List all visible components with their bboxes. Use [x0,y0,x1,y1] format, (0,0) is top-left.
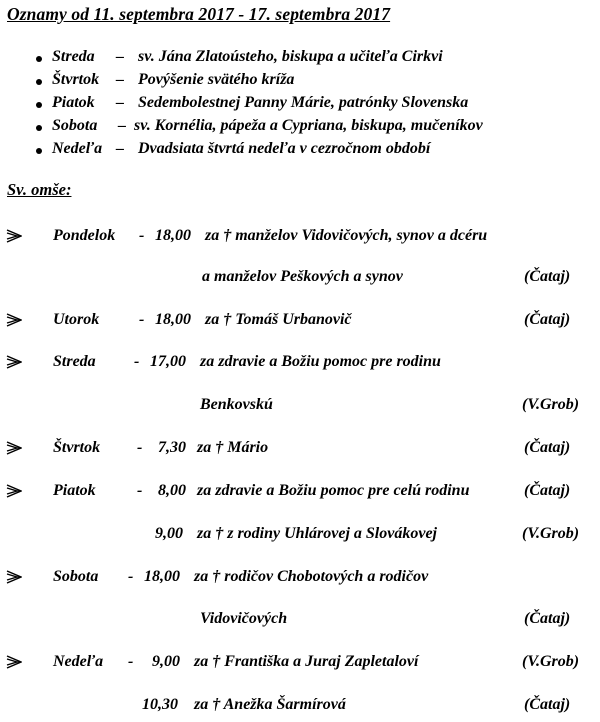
page-title: Oznamy od 11. septembra 2017 - 17. septembra 2017 [7,4,391,24]
mass-day: Sobota [53,568,99,585]
feast-text: sv. Kornélia, pápeža a Cypriana, biskupa, mučeníkov [134,117,483,134]
mass-day: Streda [53,353,96,370]
mass-dash: - [128,568,134,585]
feast-text: sv. Jána Zlatoústeho, biskupa a učiteľa Cirkvi [138,48,443,65]
mass-day: Piatok [53,482,96,499]
feast-text: Povýšenie svätého kríža [138,71,295,88]
mass-intention: za zdravie a Božiu pomoc pre rodinu [200,353,441,370]
bullet-icon [36,79,42,85]
mass-time: 9,00 [152,653,180,670]
mass-day: Utorok [53,311,100,328]
mass-intention: Vidovičových [200,610,288,627]
feast-dash: – [118,117,126,134]
feast-day: Štvrtok [52,71,100,88]
mass-intention: a manželov Peškových a synov [202,268,403,285]
feast-text: Sedembolestnej Panny Márie, patrónky Slovenska [138,94,469,111]
feast-text: Dvadsiata štvrtá nedeľa v cezročnom období [138,140,431,157]
mass-day: Štvrtok [53,439,101,456]
arrow-bullet-icon [6,441,22,455]
mass-dash: - [137,439,143,456]
mass-intention: za † Mário [197,439,269,456]
bullet-icon [36,102,42,108]
mass-place: (Čataj) [524,311,571,328]
bullet-icon [36,56,42,62]
mass-intention: za zdravie a Božiu pomoc pre celú rodinu [197,482,470,499]
arrow-bullet-icon [6,484,22,498]
mass-day: Pondelok [53,227,116,244]
mass-time: 10,30 [142,696,178,713]
mass-dash: - [137,482,143,499]
mass-place: (Čataj) [524,439,571,456]
mass-place: (V.Grob) [522,525,580,542]
mass-dash: - [128,653,134,670]
mass-dash: - [139,227,145,244]
feast-day: Nedeľa [52,140,103,157]
mass-time: 17,00 [150,353,186,370]
mass-time: 18,00 [155,227,191,244]
arrow-bullet-icon [6,313,22,327]
feast-dash: – [116,140,124,157]
feast-day: Piatok [52,94,95,111]
mass-intention: za † Tomáš Urbanovič [205,311,352,328]
arrow-bullet-icon [6,570,22,584]
mass-dash: - [139,311,145,328]
arrow-bullet-icon [6,355,22,369]
mass-place: (Čataj) [524,696,571,713]
mass-intention: Benkovskú [200,396,273,413]
mass-time: 7,30 [158,439,186,456]
mass-intention: za † z rodiny Uhlárovej a Slovákovej [197,525,437,542]
mass-intention: za † Anežka Šarmírová [194,696,346,713]
mass-intention: za † manželov Vidovičových, synov a dcéru [205,227,488,244]
mass-time: 18,00 [144,568,180,585]
masses-heading: Sv. omše: [7,180,72,199]
arrow-bullet-icon [6,229,22,243]
mass-place: (Čataj) [524,610,571,627]
mass-intention: za † Františka a Juraj Zapletaloví [194,653,419,670]
feast-day: Sobota [52,117,98,134]
mass-place: (V.Grob) [522,653,580,670]
bullet-icon [36,125,42,131]
mass-time: 9,00 [155,525,183,542]
mass-day: Nedeľa [53,653,104,670]
mass-place: (Čataj) [524,482,571,499]
bullet-icon [36,148,42,154]
mass-place: (V.Grob) [522,396,580,413]
mass-dash: - [134,353,140,370]
mass-time: 18,00 [155,311,191,328]
feast-dash: – [116,48,124,65]
feast-dash: – [116,94,124,111]
mass-intention: za † rodičov Chobotových a rodičov [194,568,429,585]
feast-day: Streda [52,48,95,65]
mass-time: 8,00 [158,482,186,499]
arrow-bullet-icon [6,655,22,669]
mass-place: (Čataj) [524,268,571,285]
feast-dash: – [116,71,124,88]
